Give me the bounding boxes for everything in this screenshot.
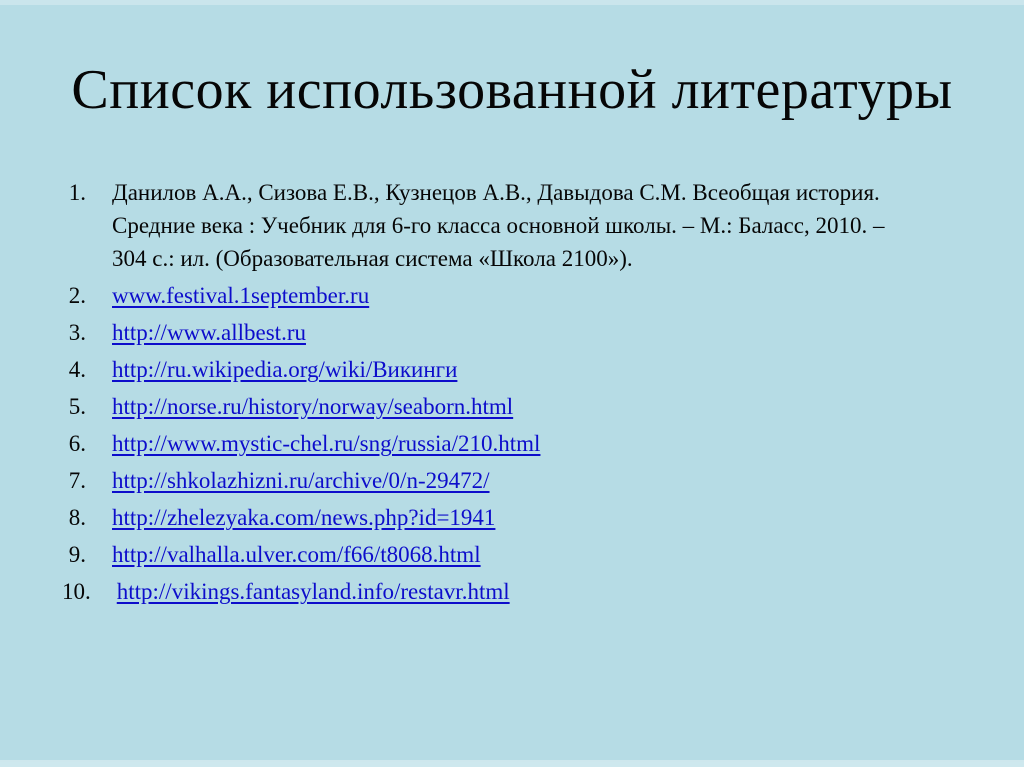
list-item xyxy=(62,390,1024,423)
reference-link[interactable]: http://valhalla.ulver.com/f66/t8068.html xyxy=(112,542,481,568)
list-item xyxy=(62,176,1024,275)
item-number: 3. xyxy=(68,320,86,346)
reference-link[interactable]: http://shkolazhizni.ru/archive/0/n-29472/ xyxy=(112,468,490,494)
reference-link[interactable]: http://www.mystic-chel.ru/sng/russia/210.html xyxy=(112,431,541,457)
reference-link[interactable]: http://ru.wikipedia.org/wiki/Викинги xyxy=(112,357,458,383)
item-number: 5. xyxy=(68,394,86,420)
list-item xyxy=(62,464,1024,497)
reference-link[interactable]: http://norse.ru/history/norway/seaborn.html xyxy=(112,394,514,420)
slide-bottom-edge xyxy=(0,760,1024,767)
list-item xyxy=(62,538,1024,571)
item-number: 7. xyxy=(68,468,86,494)
list-item xyxy=(62,501,1024,534)
item-number: 10. xyxy=(62,579,91,605)
item-number: 9. xyxy=(68,542,86,568)
reference-link[interactable]: http://www.allbest.ru xyxy=(112,320,306,346)
list-item xyxy=(62,316,1024,349)
reference-link[interactable]: www.festival.1september.ru xyxy=(112,283,370,309)
list-item xyxy=(62,279,1024,312)
slide-title: Список использованной литературы xyxy=(71,59,953,121)
reference-list xyxy=(62,176,1024,608)
item-number: 4. xyxy=(68,357,86,383)
reference-link[interactable]: http://zhelezyaka.com/news.php?id=1941 xyxy=(112,505,496,531)
item-number: 2. xyxy=(68,283,86,309)
list-item xyxy=(62,427,1024,460)
list-item xyxy=(62,575,1024,608)
item-number: 1. xyxy=(68,180,86,206)
reference-link[interactable]: http://vikings.fantasyland.info/restavr.html xyxy=(116,579,510,605)
item-number: 8. xyxy=(68,505,86,531)
item-number: 6. xyxy=(68,431,86,457)
list-item xyxy=(62,353,1024,386)
citation-text: Данилов А.А., Сизова Е.В., Кузнецов А.В., Давыдова С.М. Всеобщая история. Средние века : Учебник для 6-го класса основной школы. – М.: Баласс, 2010. – 304 с.: ил. (Образовательная система «Школа 2100»). xyxy=(112,180,885,272)
